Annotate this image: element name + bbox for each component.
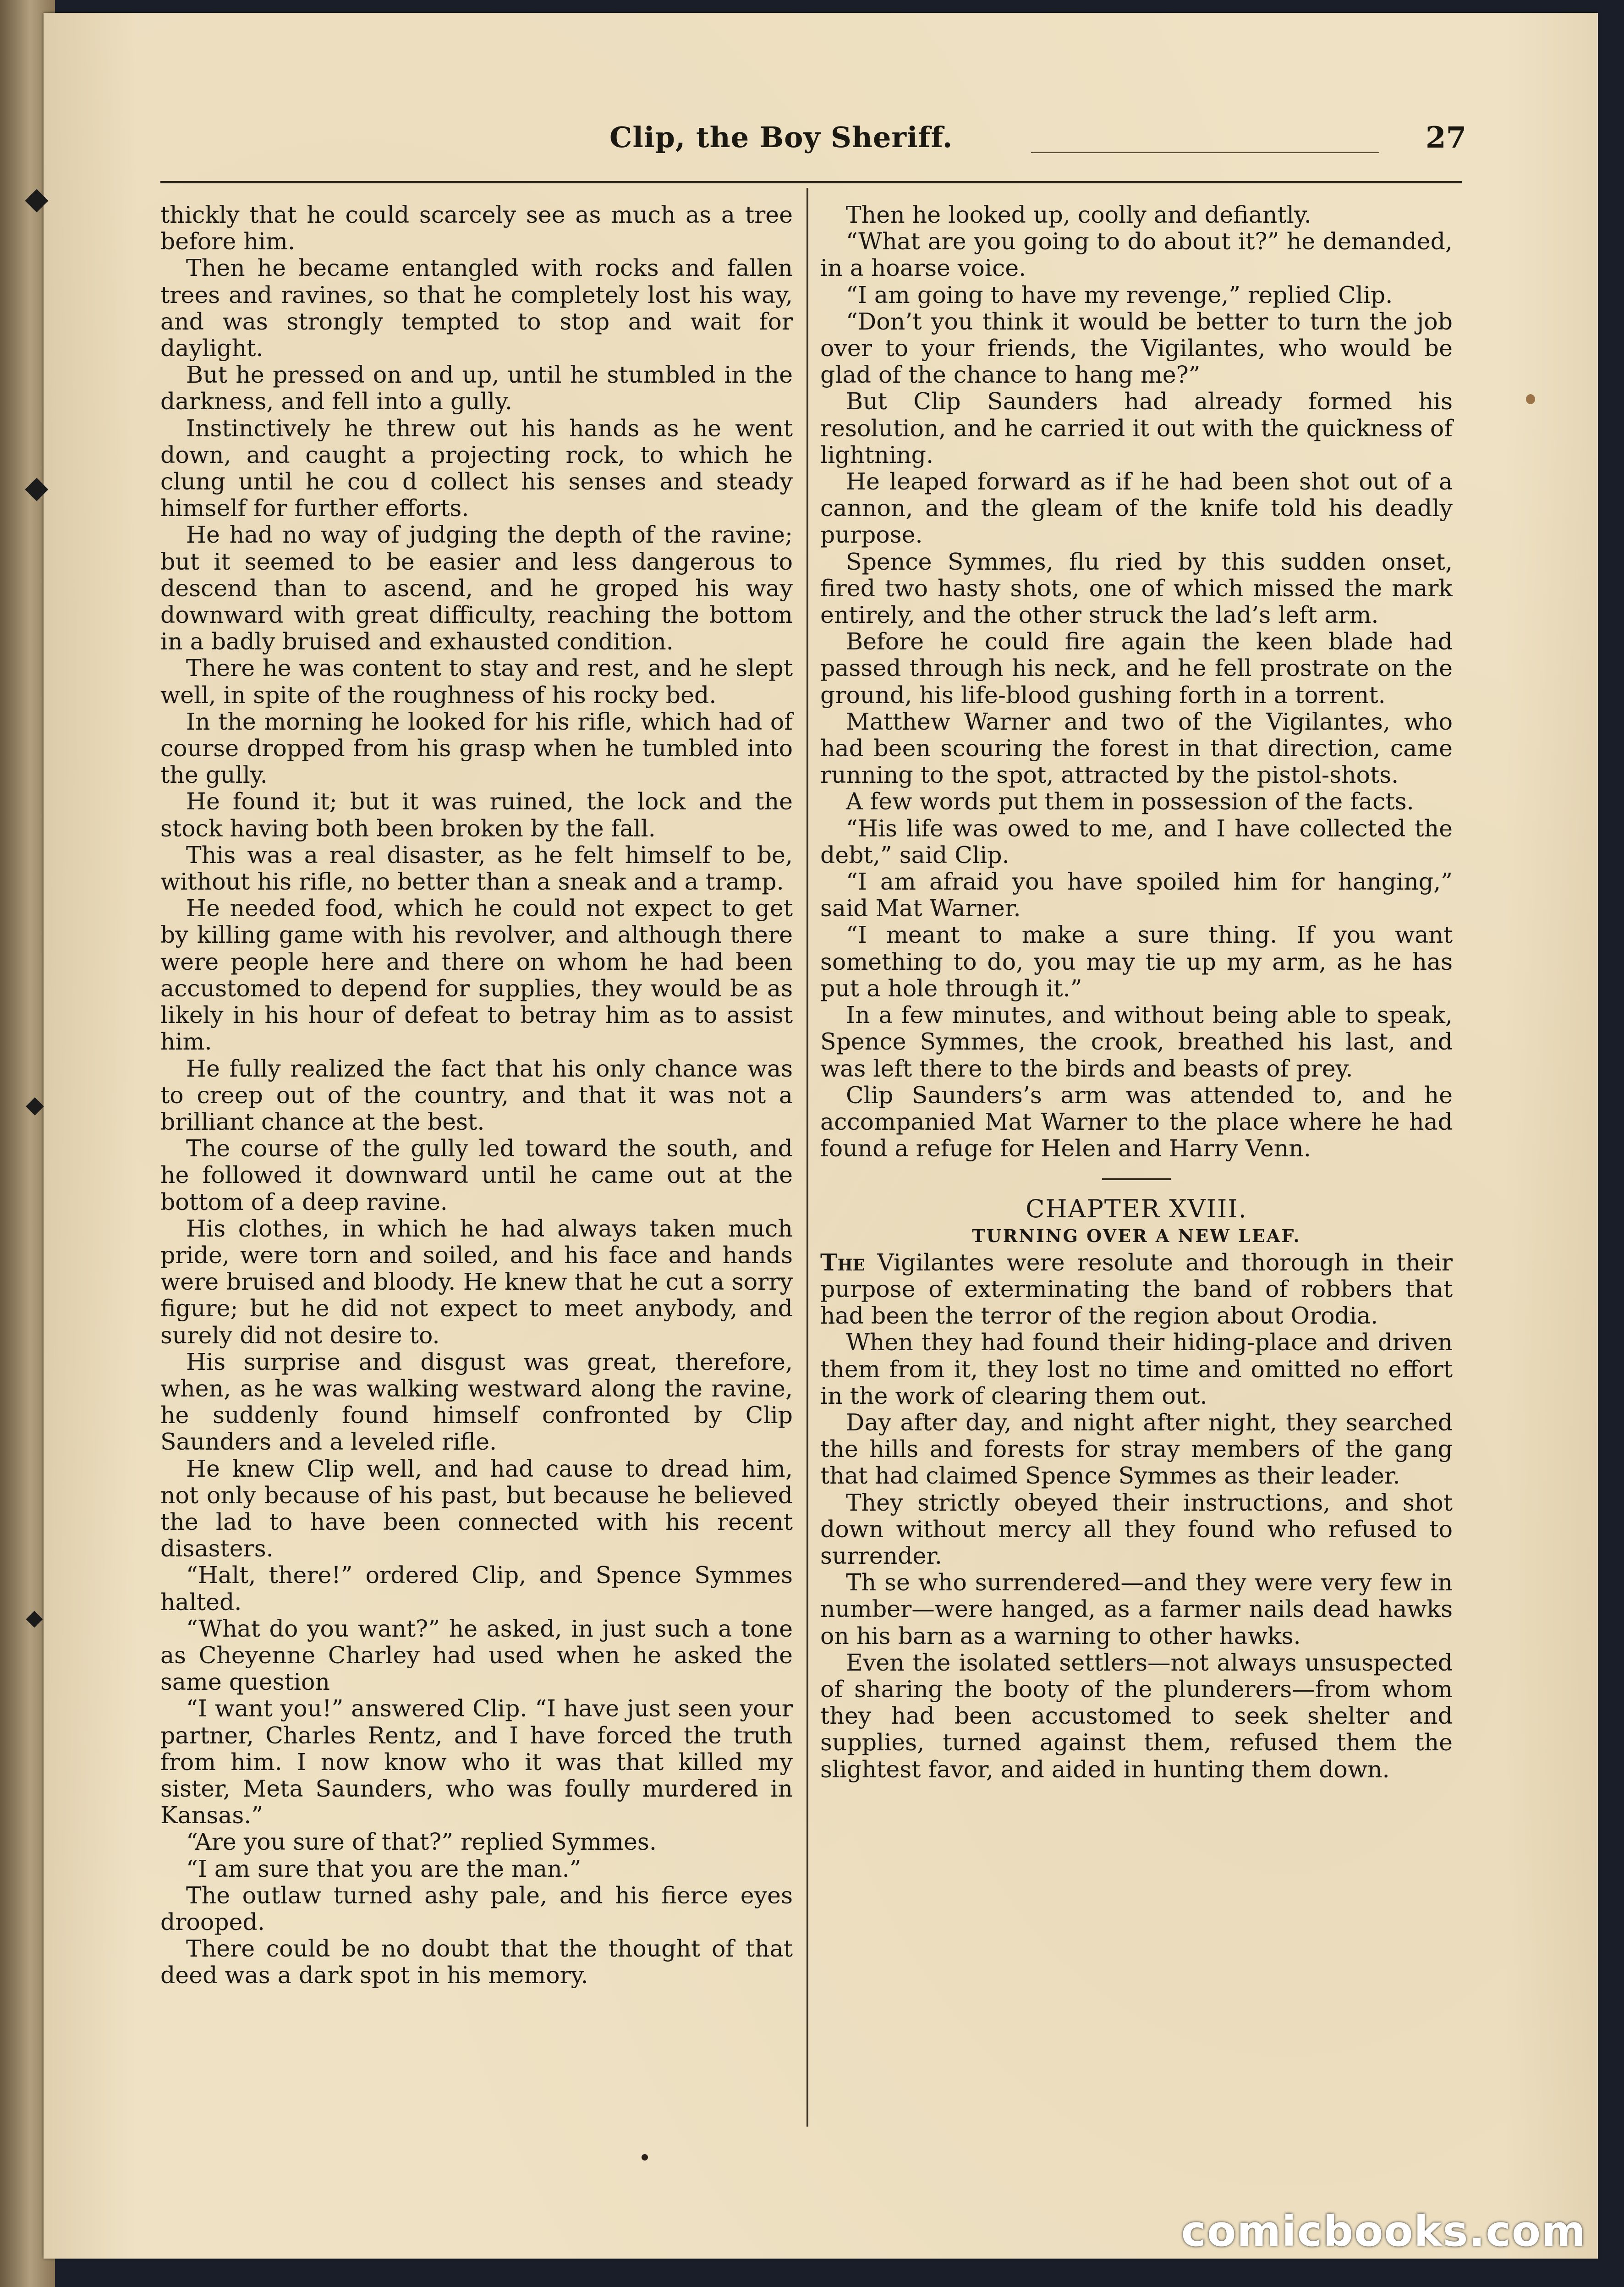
paragraph: His clothes, in which he had always taken much pride, were torn and soiled, and his face and hands were bruised and bloody. He knew that he cut a sorry figure; but he did not expect to meet anybody, and surely did not desire to. [160, 1215, 793, 1349]
chapter-subtitle: TURNING OVER A NEW LEAF. [972, 1225, 1301, 1246]
paragraph: “What are you going to do about it?” he demanded, in a hoarse voice. [820, 228, 1453, 282]
site-watermark: comicbooks.com [1181, 2207, 1586, 2256]
paragraph: “Are you sure of that?” replied Symmes. [186, 1828, 657, 1856]
paragraph: The outlaw turned ashy pale, and his fierce eyes drooped. [160, 1881, 793, 1935]
paragraph: Then he looked up, coolly and defiantly. [846, 201, 1311, 228]
paragraph: “I am sure that you are the man.” [186, 1855, 582, 1882]
page-header [124, 112, 1466, 167]
top-rule [160, 181, 1462, 183]
paragraph: Spence Symmes, flu ried by this sudden onset, fired two hasty shots, one of which missed the mark entirely, and the other struck the lad’s left arm. [820, 548, 1453, 629]
page-stain [1526, 394, 1535, 404]
paragraph: He found it; but it was ruined, the lock and the stock having both been broken by the fall. [160, 788, 793, 842]
paragraph: “Halt, there!” ordered Clip, and Spence Symmes halted. [160, 1561, 793, 1616]
paragraph: thickly that he could scarcely see as much as a tree before him. [160, 201, 793, 255]
chapter-title: CHAPTER XVIII. [1026, 1194, 1247, 1224]
paragraph: “I am going to have my revenge,” replied Clip. [846, 281, 1393, 308]
right-column [820, 202, 1453, 2131]
paragraph: When they had found their hiding-place and driven them from it, they lost no time and omitted no effort in the work of clearing them out. [820, 1329, 1453, 1409]
paragraph: “His life was owed to me, and I have collected the debt,” said Clip. [820, 814, 1453, 869]
paragraph: “I want you!” answered Clip. “I have just seen your partner, Charles Rentz, and I have forced the truth from him. I now know who it was that killed my sister, Meta Saunders, who was foully murdered in Kansas.” [160, 1695, 793, 1829]
paragraph: Clip Saunders’s arm was attended to, and he accompanied Mat Warner to the place where he had found a refuge for Helen and Harry Venn. [820, 1081, 1453, 1162]
paragraph: Instinctively he threw out his hands as he went down, and caught a projecting rock, to which he clung until he cou d collect his senses and steady himself for further efforts. [160, 414, 793, 522]
paragraph: He knew Clip well, and had cause to dread him, not only because of his past, but because he believed the lad to have been connected with his recent disasters. [160, 1455, 793, 1562]
paragraph: He fully realized the fact that his only chance was to creep out of the country, and that it was not a brilliant chance at the best. [160, 1055, 793, 1135]
left-column [160, 202, 793, 2131]
paragraph: He needed food, which he could not expect to get by killing game with his revolver, and although there were people here and there on whom he had been accustomed to depend for supplies, they would be as likely in his hour of defeat to betray him as to assist him. [160, 895, 793, 1056]
chapter-separator-rule [1102, 1178, 1171, 1180]
paragraph: “What do you want?” he asked, in just such a tone as Cheyenne Charley had used when he asked the same question [160, 1615, 793, 1696]
paragraph: There could be no doubt that the thought of that deed was a dark spot in his memory. [160, 1935, 793, 1989]
paragraph: There he was content to stay and rest, and he slept well, in spite of the roughness of his rocky bed. [160, 654, 793, 709]
running-head: Clip, the Boy Sheriff. [609, 121, 953, 154]
paragraph: In the morning he looked for his rifle, which had of course dropped from his grasp when he tumbled into the gully. [160, 708, 793, 789]
paragraph: But Clip Saunders had already formed his resolution, and he carried it out with the quickness of lightning. [820, 388, 1453, 468]
chapter-opening-text: Vigilantes were resolute and thorough in their purpose of exterminating the band of robbers that had been the terror of the region about Orodia. [820, 1248, 1453, 1330]
paragraph: Day after day, and night after night, they searched the hills and forests for stray members of the gang that had claimed Spence Symmes as their leader. [820, 1408, 1453, 1490]
paragraph: But he pressed on and up, until he stumbled in the darkness, and fell into a gully. [160, 361, 793, 415]
paragraph: Before he could fire again the keen blade had passed through his neck, and he fell prostrate on the ground, his life-blood gushing forth in a torrent. [820, 628, 1453, 709]
paragraph: They strictly obeyed their instructions, and shot down without mercy all they found who refused to surrender. [820, 1489, 1453, 1569]
paragraph: Matthew Warner and two of the Vigilantes, who had been scouring the forest in that direction, came running to the spot, attracted by the pistol-shots. [820, 708, 1453, 789]
chapter-lead-word: The [820, 1248, 865, 1276]
header-rule [1031, 152, 1379, 153]
page-number: 27 [1425, 121, 1466, 155]
paragraph: A few words put them in possession of the facts. [846, 788, 1414, 815]
paragraph: “Don’t you think it would be better to turn the job over to your friends, the Vigilantes, who would be glad of the chance to hang me?” [820, 308, 1453, 389]
paragraph: “I meant to make a sure thing. If you want something to do, you may tie up my arm, as he has put a hole through it.” [820, 921, 1453, 1002]
paragraph: Then he became entangled with rocks and fallen trees and ravines, so that he completely lost his way, and was strongly tempted to stop and wait for daylight. [160, 254, 793, 362]
paragraph: Th se who surrendered—and they were very few in number—were hanged, as a farmer nails dead hawks on his barn as a warning to other hawks. [820, 1569, 1453, 1649]
paragraph: This was a real disaster, as he felt himself to be, without his rifle, no better than a sneak and a tramp. [160, 841, 793, 896]
paragraph: The course of the gully led toward the south, and he followed it downward until he came out at the bottom of a deep ravine. [160, 1135, 793, 1215]
paragraph: He leaped forward as if he had been shot out of a cannon, and the gleam of the knife told his deadly purpose. [820, 468, 1453, 549]
paragraph: His surprise and disgust was great, therefore, when, as he was walking westward along the ravine, he suddenly found himself confronted by Clip Saunders and a leveled rifle. [160, 1348, 793, 1456]
chapter-opening-paragraph [820, 1249, 1453, 1330]
paragraph: Even the isolated settlers—not always unsuspected of sharing the booty of the plunderers—from whom they had been accustomed to seek shelter and supplies, turned against them, refused them the slightest favor, and aided in hunting them down. [820, 1649, 1453, 1783]
paragraph: In a few minutes, and without being able to speak, Spence Symmes, the crook, breathed his last, and was left there to the birds and beasts of prey. [820, 1001, 1453, 1082]
column-divider [807, 188, 808, 2127]
paragraph: “I am afraid you have spoiled him for hanging,” said Mat Warner. [820, 868, 1453, 922]
ink-speck [642, 2154, 648, 2161]
paragraph: He had no way of judging the depth of the ravine; but it seemed to be easier and less dangerous to descend than to ascend, and he groped his way downward with great difficulty, reaching the bottom in a badly bruised and exhausted condition. [160, 521, 793, 655]
